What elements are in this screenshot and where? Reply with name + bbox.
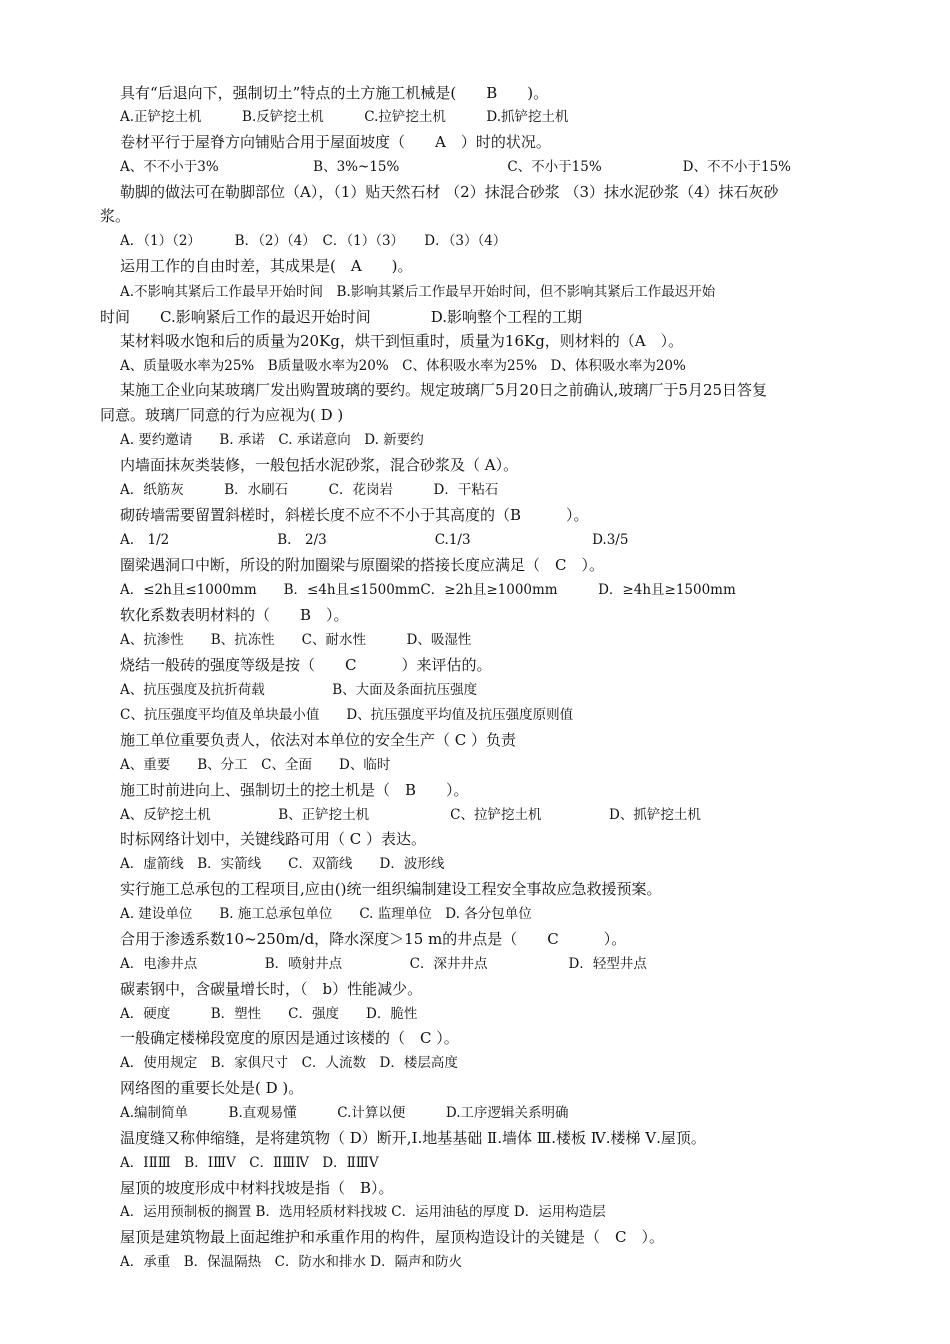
question-20: 温度缝又称伸缩缝，是将建筑物（ D）断开,Ⅰ.地基基础 Ⅱ.墙体 Ⅲ.楼板 Ⅳ.楼梯 Ⅴ.屋顶。: [120, 1129, 706, 1147]
question-13: 施工时前进向上、强制切土的挖土机是（ B ）。: [120, 781, 469, 799]
options-15: A. 建设单位 B. 施工总承包单位 C. 监理单位 D. 各分包单位: [120, 906, 532, 922]
question-12: 施工单位重要负责人，依法对本单位的安全生产（ C ）负责: [120, 731, 517, 749]
question-7: 内墙面抹灰类装修，一般包括水泥砂浆，混合砂浆及（ A）。: [120, 456, 519, 474]
options-17: A．硬度 B．塑性 C．强度 D．脆性: [120, 1006, 418, 1022]
question-14: 时标网络计划中，关键线路可用（ C ）表达。: [120, 830, 427, 848]
question-21: 屋顶的坡度形成中材料找坡是指（ B）。: [120, 1179, 394, 1197]
options-10: A、抗渗性 B、抗冻性 C、耐水性 D、吸湿性: [120, 632, 472, 648]
options-2: A、不不小于3% B、3%~15% C、不小于15% D、不不小于15%: [120, 159, 791, 175]
question-9: 圈梁遇洞口中断，所设的附加圈梁与原圈梁的搭接长度应满足（ C ）。: [120, 556, 604, 574]
question-15: 实行施工总承包的工程项目,应由()统一组织编制建设工程安全事故应急救援预案。: [120, 880, 662, 898]
question-19: 网络图的重要长处是( D )。: [120, 1079, 304, 1097]
options-9: A．≤2h且≤1000mm B．≤4h且≤1500mmC．≥2h且≥1000mm D．≥4h且≥1500mm: [120, 582, 736, 598]
options-11a: A、抗压强度及抗折荷载 B、大面及条面抗压强度: [120, 682, 478, 698]
question-6-cont: 同意。玻璃厂同意的行为应视为( D ): [100, 406, 344, 424]
question-10: 软化系数表明材料的（ B ）。: [120, 606, 349, 624]
question-22: 屋顶是建筑物最上面起维护和承重作用的构件，屋顶构造设计的关键是（ C ）。: [120, 1228, 664, 1246]
options-6: A. 要约邀请 B. 承诺 C. 承诺意向 D. 新要约: [120, 432, 424, 448]
options-20: A．ⅠⅡⅢ B．ⅠⅢⅤ C．ⅡⅢⅣ D．ⅡⅢⅤ: [120, 1155, 379, 1171]
question-17: 碳素钢中，含碳量增长时，（ b）性能减少。: [120, 980, 423, 998]
question-6: 某施工企业向某玻璃厂发出购置玻璃的要约。规定玻璃厂5月20日之前确认,玻璃厂于5月25日答复: [120, 381, 768, 399]
options-5: A、质量吸水率为25% B质量吸水率为20% C、体积吸水率为25% D、体积吸水率为20%: [120, 358, 686, 374]
options-13: A、反铲挖土机 B、正铲挖土机 C、拉铲挖土机 D、抓铲挖土机: [120, 807, 701, 823]
options-4-cont: 时间 C.影响紧后工作的最迟开始时间 D.影响整个工程的工期: [100, 308, 582, 326]
options-16: A．电渗井点 B．喷射井点 C．深井井点 D．轻型井点: [120, 956, 647, 972]
options-4: A.不影响其紧后工作最早开始时间 B.影响其紧后工作最早开始时间，但不影响其紧后工作最迟开始: [120, 284, 716, 300]
question-4: 运用工作的自由时差，其成果是( A )。: [120, 257, 413, 275]
options-19: A.编制简单 B.直观易懂 C.计算以便 D.工序逻辑关系明确: [120, 1105, 569, 1121]
options-7: A．纸筋灰 B．水刷石 C．花岗岩 D．干粘石: [120, 482, 499, 498]
options-12: A、重要 B、分工 C、全面 D、临时: [120, 757, 391, 773]
question-11: 烧结一般砖的强度等级是按（ C ）来评估的。: [120, 656, 492, 674]
question-8: 砌砖墙需要留置斜槎时，斜槎长度不应不不小于其高度的（B ）。: [120, 506, 589, 524]
question-5: 某材料吸水饱和后的质量为20Kg，烘干到恒重时，质量为16Kg，则材料的（A ）。: [120, 332, 684, 350]
options-1: A.正铲挖土机 B.反铲挖土机 C.拉铲挖土机 D.抓铲挖土机: [120, 109, 569, 125]
question-3-cont: 浆。: [100, 207, 131, 225]
options-11b: C、抗压强度平均值及单块最小值 D、抗压强度平均值及抗压强度原则值: [120, 707, 574, 723]
question-16: 合用于渗透系数10~250m/d，降水深度＞15 m的井点是（ C ）。: [120, 930, 627, 948]
question-3: 勒脚的做法可在勒脚部位（A），（1）贴天然石材 （2）抹混合砂浆 （3）抹水泥砂浆（4）抹石灰砂: [120, 183, 779, 201]
question-2: 卷材平行于屋脊方向铺贴合用于屋面坡度（ A ）时的状况。: [120, 133, 551, 151]
question-18: 一般确定楼梯段宽度的原因是通过该楼的（ C ）。: [120, 1029, 459, 1047]
question-1: 具有“后退向下，强制切土”特点的土方施工机械是( B )。: [120, 84, 549, 102]
options-22: A．承重 B．保温隔热 C．防水和排水 D．隔声和防火: [120, 1254, 463, 1270]
options-18: A．使用规定 B．家俱尺寸 C．人流数 D．楼层高度: [120, 1055, 458, 1071]
options-8: A. 1/2 B. 2/3 C.1/3 D.3/5: [120, 532, 629, 548]
options-14: A．虚箭线 B．实箭线 C．双箭线 D．波形线: [120, 856, 445, 872]
options-3: A．（1）（2） B．（2）（4） C．（1）（3） D．（3）（4）: [120, 233, 507, 249]
options-21: A．运用预制板的搁置 B．选用轻质材料找坡 C．运用油毡的厚度 D．运用构造层: [120, 1204, 606, 1220]
